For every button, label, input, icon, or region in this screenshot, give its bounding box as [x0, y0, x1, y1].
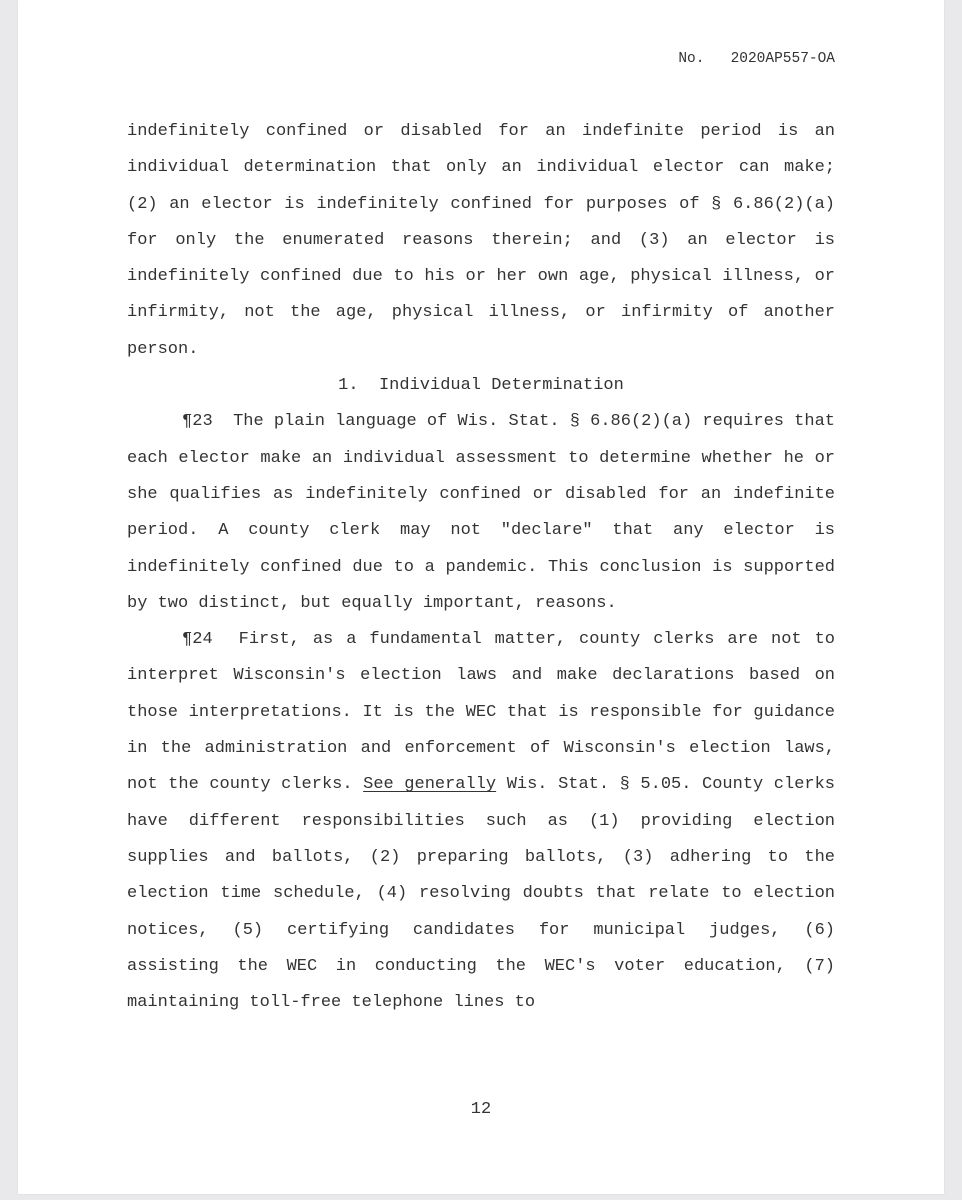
paragraph-24: [127, 622, 835, 1021]
paragraph-number: ¶23: [182, 412, 213, 432]
page-number: 12: [470, 1100, 492, 1119]
document-body: [127, 114, 835, 1021]
case-number: 2020AP557-OA: [730, 51, 835, 67]
citation-signal: See generally: [363, 775, 497, 795]
continuation-paragraph: indefinitely confined or disabled for an indefinite period is an individual determination that only an individual elector can make; (2) an elector is indefinitely confined for purposes of § 6.86(2)(a) for only the enumerated reasons therein; and (3) an elector is indefinitely confined due to his or her own age, physical illness, or infirmity, not the age, physical illness, or infirmity of another person.: [127, 122, 835, 359]
case-label: No.: [678, 51, 705, 67]
paragraph-text-before: First, as a fundamental matter, county clerks are not to interpret Wisconsin's election laws and make declarations based on those interpretations. It is the WEC that is responsible for guidance in the administration and enforcement of Wisconsin's election laws, not the county clerks.: [127, 630, 835, 795]
paragraph-23: [127, 404, 835, 622]
section-heading-text: 1. Individual Determination: [338, 376, 624, 396]
paragraph-number: ¶24: [182, 630, 213, 650]
paragraph-text: The plain language of Wis. Stat. § 6.86(2)(a) requires that each elector make an individual assessment to determine whether he or she qualifies as indefinitely confined or disabled for an indefinite period. A county clerk may not "declare" that any elector is indefinitely confined due to a pandemic. This conclusion is supported by two distinct, but equally important, reasons.: [127, 412, 835, 613]
case-number-header: [678, 51, 835, 67]
document-page: [18, 0, 944, 1194]
section-heading: [127, 368, 835, 404]
paragraph-text-after: Wis. Stat. § 5.05. County clerks have different responsibilities such as (1) providing election supplies and ballots, (2) preparing ballots, (3) adhering to the election time schedule, (4) resolving doubts that relate to election notices, (5) certifying candidates for municipal judges, (6) assisting the WEC in conducting the WEC's voter education, (7) maintaining toll-free telephone lines to: [127, 775, 836, 1013]
